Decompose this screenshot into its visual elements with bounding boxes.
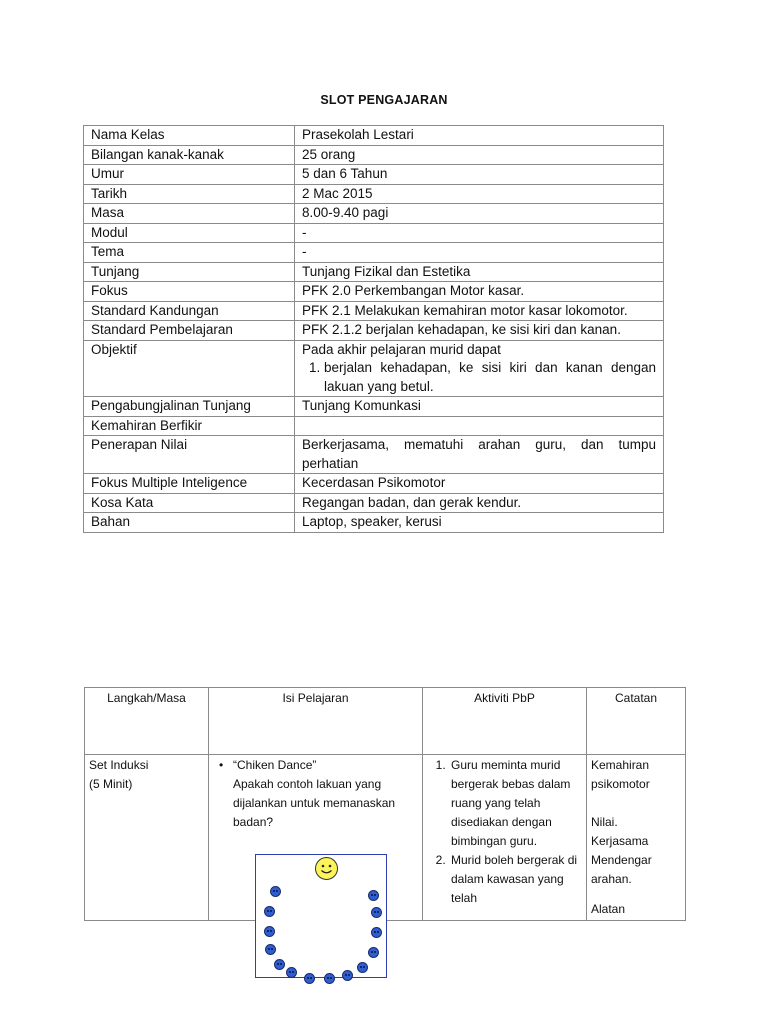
info-value: - — [295, 243, 664, 263]
activity-cell — [423, 755, 587, 921]
formation-diagram — [255, 854, 387, 978]
blue-face-icon — [342, 970, 353, 981]
info-value: Regangan badan, dan gerak kendur. — [295, 493, 664, 513]
step-duration: (5 Minit) — [89, 777, 133, 791]
step-cell — [85, 755, 209, 921]
info-label: Tarikh — [84, 184, 295, 204]
info-row — [84, 282, 664, 302]
notes-cell — [587, 755, 686, 921]
info-row — [84, 165, 664, 185]
objective-intro: Pada akhir pelajaran murid dapat — [302, 341, 501, 357]
info-row — [84, 416, 664, 436]
blue-face-icon — [368, 947, 379, 958]
info-label: Pengabungjalinan Tunjang — [84, 397, 295, 417]
info-row — [84, 262, 664, 282]
smiley-face-icon — [315, 857, 338, 880]
info-row — [84, 204, 664, 224]
bullet-icon: • — [219, 758, 224, 772]
info-value — [295, 340, 664, 397]
blue-face-icon — [371, 927, 382, 938]
info-row — [84, 126, 664, 146]
blue-face-icon — [368, 890, 379, 901]
info-label: Modul — [84, 223, 295, 243]
info-value: PFK 2.1.2 berjalan kehadapan, ke sisi kiri dan kanan. — [295, 321, 664, 341]
info-label: Tema — [84, 243, 295, 263]
info-row — [84, 184, 664, 204]
info-label: Bilangan kanak-kanak — [84, 145, 295, 165]
page-title: SLOT PENGAJARAN — [320, 93, 448, 107]
info-value: 25 orang — [295, 145, 664, 165]
info-label: Standard Pembelajaran — [84, 321, 295, 341]
notes-value-2: Mendengar arahan. — [591, 853, 652, 886]
info-value: 5 dan 6 Tahun — [295, 165, 664, 185]
info-value: Tunjang Komunkasi — [295, 397, 664, 417]
activity-list — [427, 756, 582, 908]
info-value: PFK 2.0 Perkembangan Motor kasar. — [295, 282, 664, 302]
info-value: 2 Mac 2015 — [295, 184, 664, 204]
objective-list — [302, 359, 656, 396]
info-label: Bahan — [84, 513, 295, 533]
info-label: Kosa Kata — [84, 493, 295, 513]
notes-tools-label: Alatan — [591, 902, 626, 916]
content-question: Apakah contoh lakuan yang dijalankan untuk memanaskan badan? — [233, 777, 396, 829]
info-value: Kecerdasan Psikomotor — [295, 474, 664, 494]
info-label: Masa — [84, 204, 295, 224]
info-row — [84, 513, 664, 533]
header-aktiviti: Aktiviti PbP — [423, 688, 587, 755]
info-value — [295, 416, 664, 436]
header-langkah: Langkah/Masa — [85, 688, 209, 755]
info-row — [84, 493, 664, 513]
content-list — [215, 756, 418, 832]
info-value: Prasekolah Lestari — [295, 126, 664, 146]
info-row — [84, 243, 664, 263]
objective-item: 1. berjalan kehadapan, ke sisi kiri dan kanan dengan lakuan yang betul. — [324, 359, 656, 396]
info-label: Fokus Multiple Inteligence — [84, 474, 295, 494]
notes-skill: Kemahiran psikomotor — [591, 758, 650, 791]
info-label: Tunjang — [84, 262, 295, 282]
content-item — [219, 756, 418, 832]
lesson-info-table — [83, 125, 664, 533]
blue-face-icon — [304, 973, 315, 984]
header-catatan: Catatan — [587, 688, 686, 755]
blue-face-icon — [357, 962, 368, 973]
info-label: Fokus — [84, 282, 295, 302]
blue-face-icon — [324, 973, 335, 984]
activity-item: 2. Murid boleh bergerak di dalam kawasan yang telah — [449, 851, 582, 908]
info-label: Kemahiran Berfikir — [84, 416, 295, 436]
step-name: Set Induksi — [89, 758, 149, 772]
info-label: Umur — [84, 165, 295, 185]
activity-item: 1. Guru meminta murid bergerak bebas dalam ruang yang telah disediakan dengan bimbingan guru. — [449, 756, 582, 851]
info-row — [84, 397, 664, 417]
info-label: Nama Kelas — [84, 126, 295, 146]
info-value: Tunjang Fizikal dan Estetika — [295, 262, 664, 282]
info-value: 8.00-9.40 pagi — [295, 204, 664, 224]
blue-face-icon — [270, 886, 281, 897]
info-value: Berkerjasama, mematuhi arahan guru, dan tumpu perhatian — [295, 436, 664, 474]
content-song: “Chiken Dance” — [233, 758, 317, 772]
info-row — [84, 145, 664, 165]
info-row — [84, 223, 664, 243]
notes-values-label: Nilai. — [591, 815, 618, 829]
info-label: Objektif — [84, 340, 295, 397]
info-label: Standard Kandungan — [84, 301, 295, 321]
info-row — [84, 321, 664, 341]
info-row — [84, 340, 664, 397]
info-row — [84, 474, 664, 494]
info-value: - — [295, 223, 664, 243]
info-value: Laptop, speaker, kerusi — [295, 513, 664, 533]
blue-face-icon — [371, 907, 382, 918]
info-value: PFK 2.1 Melakukan kemahiran motor kasar lokomotor. — [295, 301, 664, 321]
blue-face-icon — [264, 906, 275, 917]
info-row — [84, 301, 664, 321]
lesson-header-row — [85, 688, 686, 755]
blue-face-icon — [286, 967, 297, 978]
blue-face-icon — [265, 944, 276, 955]
notes-value-1: Kerjasama — [591, 834, 649, 848]
info-label: Penerapan Nilai — [84, 436, 295, 474]
blue-face-icon — [274, 959, 285, 970]
blue-face-icon — [264, 926, 275, 937]
info-row — [84, 436, 664, 474]
header-isi: Isi Pelajaran — [209, 688, 423, 755]
